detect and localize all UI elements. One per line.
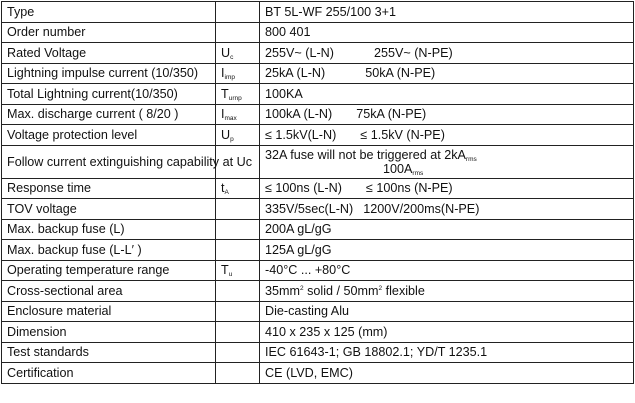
row-symbol (216, 281, 260, 302)
table-row (2, 145, 634, 178)
row-value: 200A gL/gG (260, 219, 634, 240)
table-row (2, 84, 634, 105)
row-value: 335V/5sec(L-N) 1200V/200ms(N-PE) (260, 199, 634, 220)
row-label: Voltage protection level (2, 125, 216, 146)
row-label: Follow current extinguishing capability at Uc (2, 145, 216, 178)
row-value: 255V~ (L-N) 255V~ (N-PE) (260, 43, 634, 64)
table-row (2, 322, 634, 343)
row-value: ≤ 1.5kV(L-N) ≤ 1.5kV (N-PE) (260, 125, 634, 146)
row-label: Type (2, 2, 216, 23)
row-label: Response time (2, 178, 216, 199)
row-value: 32A fuse will not be triggered at $2kA_{rms}$ $100A_{rms}$ (260, 145, 634, 178)
row-value: CE (LVD, EMC) (260, 363, 634, 384)
row-symbol (216, 2, 260, 23)
row-value: 125A gL/gG (260, 240, 634, 261)
row-value: -40°C ... +80°C (260, 260, 634, 281)
row-label: Max. backup fuse (L-L′ ) (2, 240, 216, 261)
row-label: Cross-sectional area (2, 281, 216, 302)
table-row (2, 199, 634, 220)
row-value: 100KA (260, 84, 634, 105)
row-label: Total Lightning current(10/350) (2, 84, 216, 105)
row-symbol: $t_A$ (216, 178, 260, 199)
row-symbol (216, 240, 260, 261)
row-value: IEC 61643-1; GB 18802.1; YD/T 1235.1 (260, 342, 634, 363)
table-row (2, 178, 634, 199)
row-label: TOV voltage (2, 199, 216, 220)
row-label: Dimension (2, 322, 216, 343)
row-symbol (216, 342, 260, 363)
row-value: 25kA (L-N) 50kA (N-PE) (260, 63, 634, 84)
table-row (2, 281, 634, 302)
row-label: Operating temperature range (2, 260, 216, 281)
table-row (2, 125, 634, 146)
row-symbol (216, 363, 260, 384)
table-row (2, 363, 634, 384)
row-label: Enclosure material (2, 301, 216, 322)
row-value: $35mm^2$ solid / $50mm^2$ flexible (260, 281, 634, 302)
row-symbol: $U_p$ (216, 125, 260, 146)
table-row (2, 240, 634, 261)
row-symbol: $T_u$ (216, 260, 260, 281)
spec-table (1, 1, 634, 384)
row-value: 800 401 (260, 22, 634, 43)
row-symbol: $T_{urnp}$ (216, 84, 260, 105)
table-row (2, 104, 634, 125)
row-value: ≤ 100ns (L-N) ≤ 100ns (N-PE) (260, 178, 634, 199)
table-row (2, 219, 634, 240)
row-label: Order number (2, 22, 216, 43)
row-label: Max. backup fuse (L) (2, 219, 216, 240)
row-value: BT 5L-WF 255/100 3+1 (260, 2, 634, 23)
row-label: Lightning impulse current (10/350) (2, 63, 216, 84)
table-row (2, 260, 634, 281)
table-row (2, 2, 634, 23)
row-value: Die-casting Alu (260, 301, 634, 322)
row-symbol: $I_{max}$ (216, 104, 260, 125)
row-value: 100kA (L-N) 75kA (N-PE) (260, 104, 634, 125)
table-row (2, 43, 634, 64)
row-symbol (216, 199, 260, 220)
row-label: Certification (2, 363, 216, 384)
table-row (2, 22, 634, 43)
row-symbol (216, 22, 260, 43)
row-symbol (216, 219, 260, 240)
table-row (2, 301, 634, 322)
row-value: 410 x 235 x 125 (mm) (260, 322, 634, 343)
row-symbol (216, 301, 260, 322)
table-row (2, 63, 634, 84)
row-symbol (216, 322, 260, 343)
row-symbol: $U_c$ (216, 43, 260, 64)
row-symbol: $I_{imp}$ (216, 63, 260, 84)
row-label: Test standards (2, 342, 216, 363)
row-label: Max. discharge current ( 8/20 ) (2, 104, 216, 125)
table-row (2, 342, 634, 363)
row-label: Rated Voltage (2, 43, 216, 64)
